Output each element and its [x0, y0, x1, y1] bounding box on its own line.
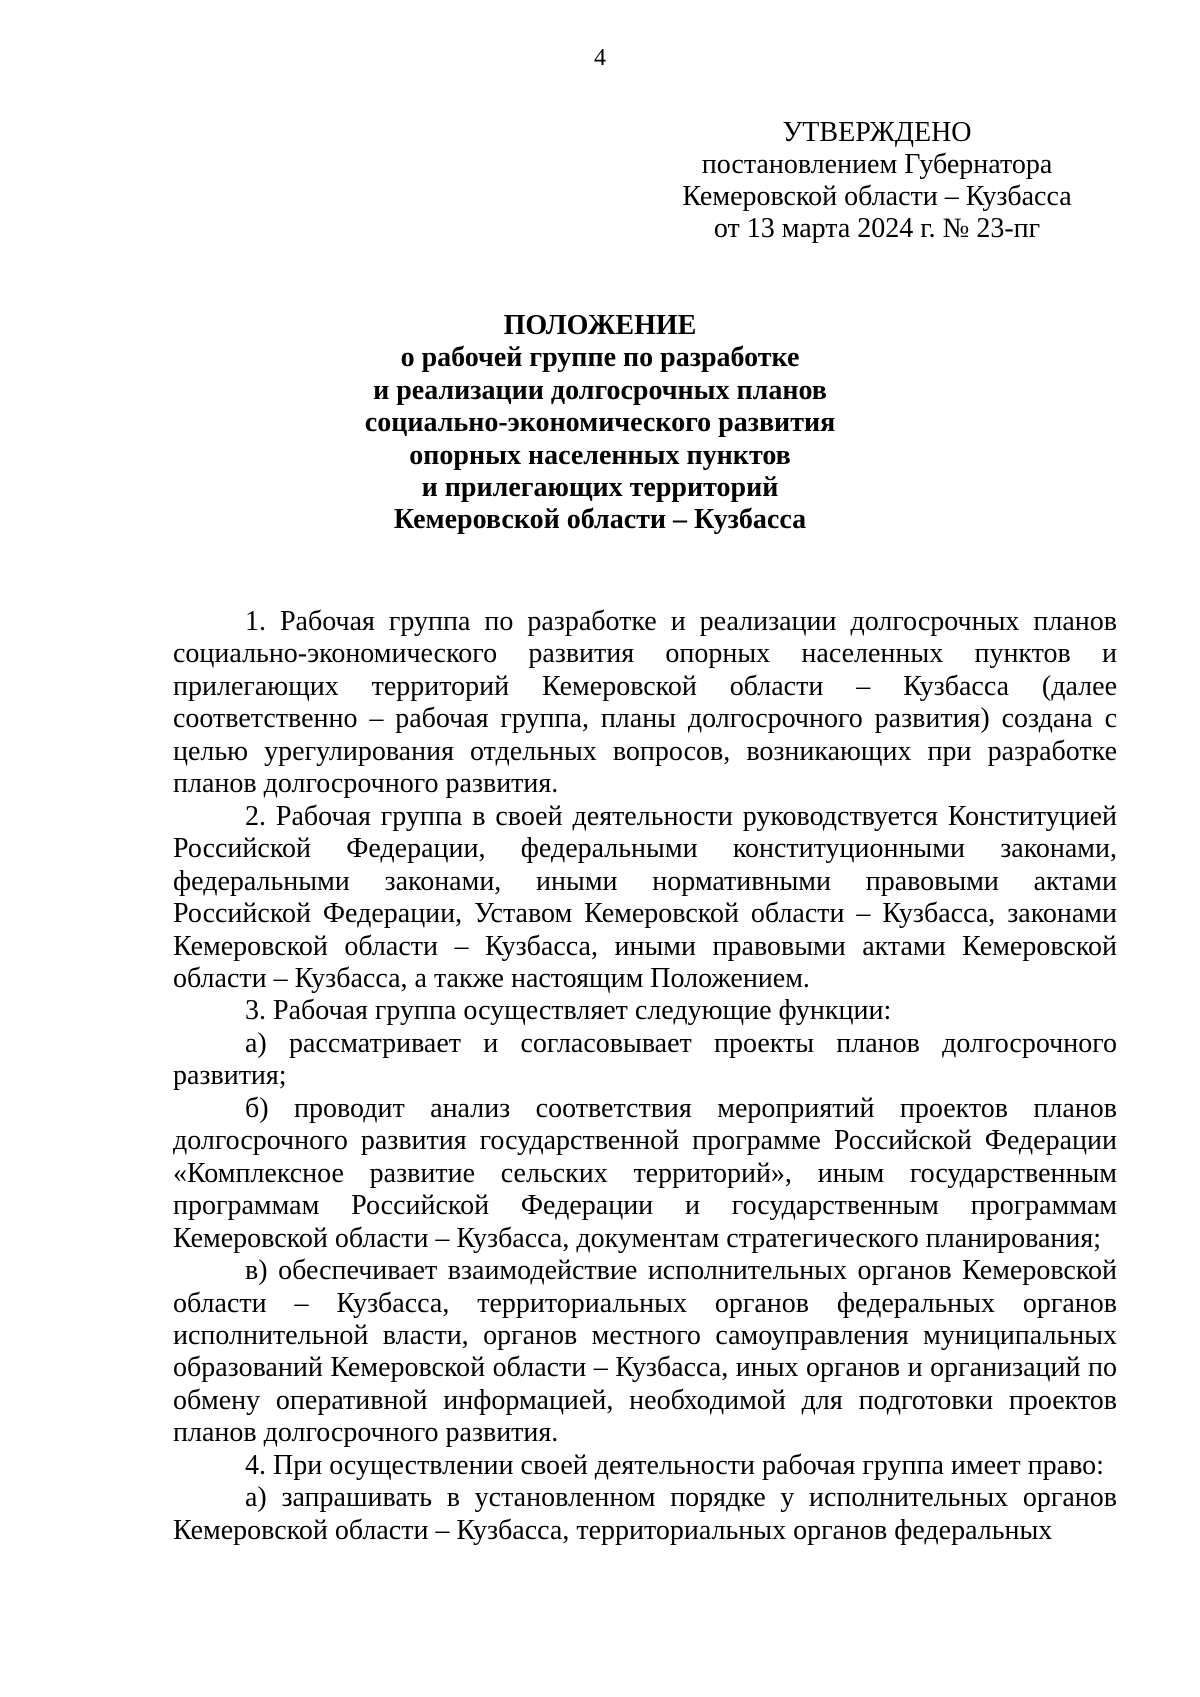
paragraph-3c: в) обеспечивает взаимодействие исполнительных органов Кемеровской области – Кузбасса, территориальных органов федеральных органов исполнительной власти, органов местного самоуправления муниципальных образований Кемеровской области – Кузбасса, иных органов и организаций по обмену оперативной информацией, необходимой для подготовки проектов планов долгосрочного развития.	[173, 1255, 1117, 1449]
title-line: социально-экономического развития	[364, 407, 836, 439]
title-line: опорных населенных пунктов	[409, 439, 791, 471]
title-line: и прилегающих территорий	[421, 472, 779, 504]
paragraph-1: 1. Рабочая группа по разработке и реализации долгосрочных планов социально-экономического развития опорных населенных пунктов и прилегающих территорий Кемеровской области – Кузбасса (далее соответственно – рабочая группа, планы долгосрочного развития) создана с целью урегулирования отдельных вопросов, возникающих при разработке планов долгосрочного развития.	[173, 606, 1117, 800]
approval-stamp	[642, 117, 1112, 245]
paragraph-2: 2. Рабочая группа в своей деятельности руководствуется Конституцией Российской Федерации, федеральными конституционными законами, федеральными законами, иными нормативными правовыми актами Российской Федерации, Уставом Кемеровской области – Кузбасса, законами Кемеровской области – Кузбасса, иными правовыми актами Кемеровской области – Кузбасса, а также настоящим Положением.	[173, 800, 1117, 994]
document-title	[0, 310, 1200, 537]
approval-line-region: Кемеровской области – Кузбасса	[682, 181, 1072, 212]
page-number: 4	[594, 45, 606, 71]
title-line: Кемеровской области – Кузбасса	[393, 504, 807, 536]
paragraph-3: 3. Рабочая группа осуществляет следующие функции:	[245, 995, 892, 1027]
paragraph-4a: а) запрашивать в установленном порядке у исполнительных органов Кемеровской области – Кузбасса, территориальных органов федеральных	[173, 1482, 1117, 1546]
title-line: о рабочей группе по разработке	[400, 342, 800, 374]
title-line: и реализации долгосрочных планов	[373, 374, 827, 406]
approval-line-resolution: постановлением Губернатора	[701, 149, 1053, 180]
approval-line-approved: УТВЕРЖДЕНО	[782, 117, 972, 148]
document-body	[173, 606, 1117, 1547]
title-heading: ПОЛОЖЕНИЕ	[503, 310, 697, 341]
approval-line-date: от 13 марта 2024 г. № 23-пг	[713, 213, 1041, 244]
paragraph-3a: а) рассматривает и согласовывает проекты планов долгосрочного развития;	[173, 1027, 1117, 1092]
paragraph-4: 4. При осуществлении своей деятельности рабочая группа имеет право:	[245, 1449, 1104, 1481]
paragraph-3b: б) проводит анализ соответствия мероприятий проектов планов долгосрочного развития государственной программе Российской Федерации «Комплексное развитие сельских территорий», иным государственным программам Российской Федерации и государственным программам Кемеровской области – Кузбасса, документам стратегического планирования;	[173, 1092, 1117, 1254]
